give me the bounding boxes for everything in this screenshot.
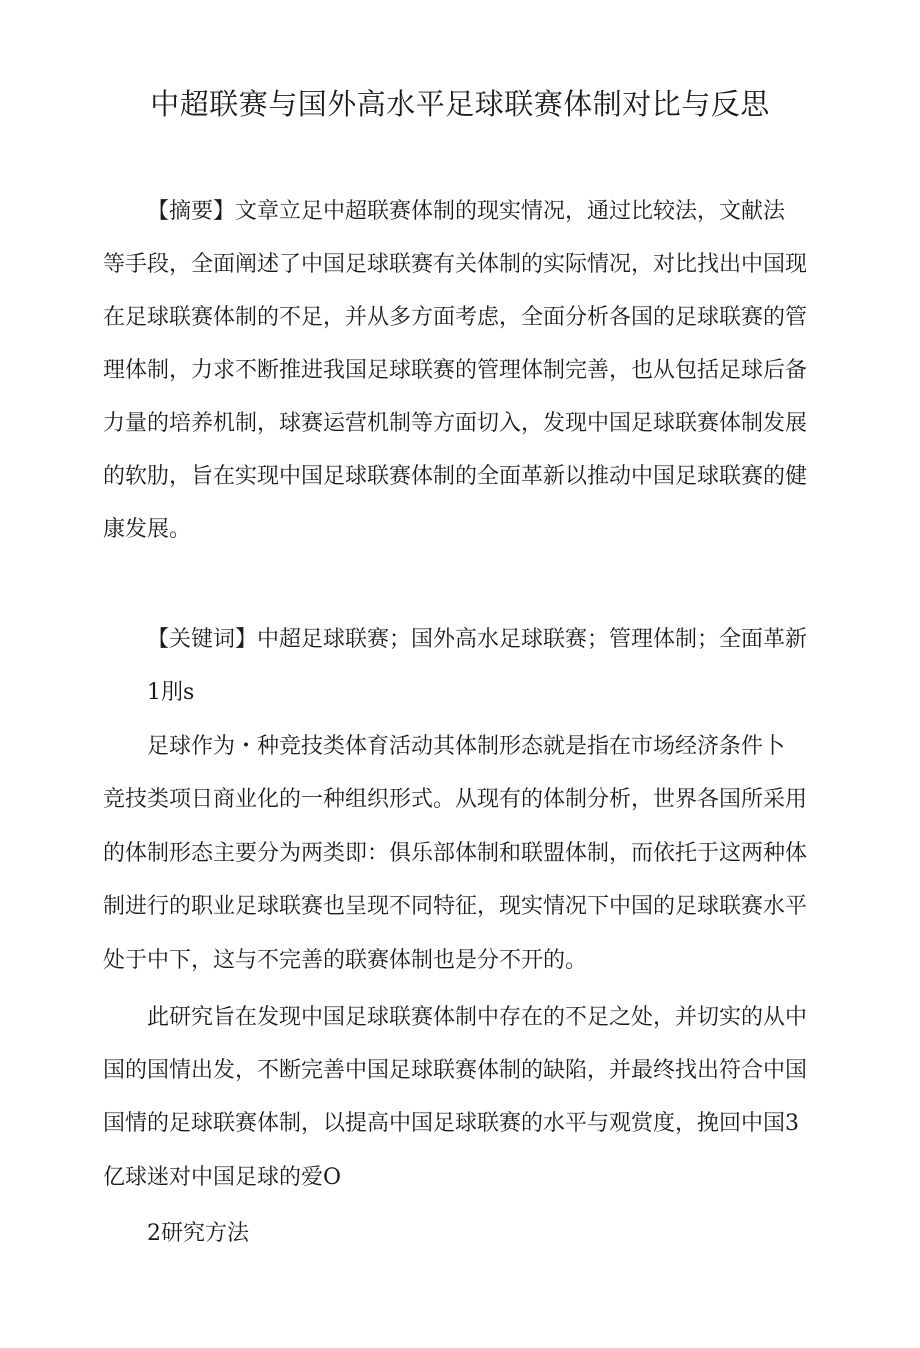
paragraph-line: 亿球迷对中国足球的爱O (103, 1165, 342, 1190)
document-title: 中超联赛与国外高水平足球联赛体制对比与反思 (150, 87, 770, 121)
paragraph-line: 国的国情出发，不断完善中国足球联赛体制的缺陷，并最终找出符合中国 (103, 1058, 808, 1083)
keywords-line: 【关键词】中超足球联赛；国外高水足球联赛；管理体制；全面革新 (147, 627, 808, 652)
paragraph-line: 制进行的职业足球联赛也呈现不同特征，现实情况下中国的足球联赛水平 (103, 894, 808, 919)
abstract-line: 等手段，全面阐述了中国足球联赛有关体制的实际情况，对比找出中国现 (103, 252, 808, 277)
paragraph-line: 国情的足球联赛体制，以提高中国足球联赛的水平与观赏度，挽回中国3 (103, 1111, 799, 1136)
section-heading-introduction: 1刖s (147, 680, 195, 705)
paragraph-line: 的体制形态主要分为两类即：俱乐部体制和联盟体制，而依托于这两种体 (103, 841, 808, 866)
abstract-line: 康发展。 (103, 517, 192, 542)
abstract-line: 理体制，力求不断推进我国足球联赛的管理体制完善，也从包括足球后备 (103, 358, 808, 383)
section-heading-methods: 2研究方法 (147, 1221, 249, 1246)
paragraph-line: 足球作为・种竞技类体育活动其体制形态就是指在市场经济条件卜 (147, 734, 786, 759)
abstract-line: 【摘要】文章立足中超联赛体制的现实情况，通过比较法，文献法 (147, 199, 786, 224)
paragraph-line: 处于中下，这与不完善的联赛体制也是分不开的。 (103, 948, 588, 973)
paragraph-line: 竞技类项日商业化的一种组织形式。从现有的体制分析，世界各国所采用 (103, 787, 808, 812)
abstract-line: 的软肋，旨在实现中国足球联赛体制的全面革新以推动中国足球联赛的健 (103, 464, 808, 489)
paragraph-line: 此研究旨在发现中国足球联赛体制中存在的不足之处，并切实的从中 (147, 1005, 808, 1030)
abstract-line: 在足球联赛体制的不足，并从多方面考虑，全面分析各国的足球联赛的管 (103, 305, 808, 330)
abstract-line: 力量的培养机制，球赛运营机制等方面切入，发现中国足球联赛体制发展 (103, 411, 808, 436)
